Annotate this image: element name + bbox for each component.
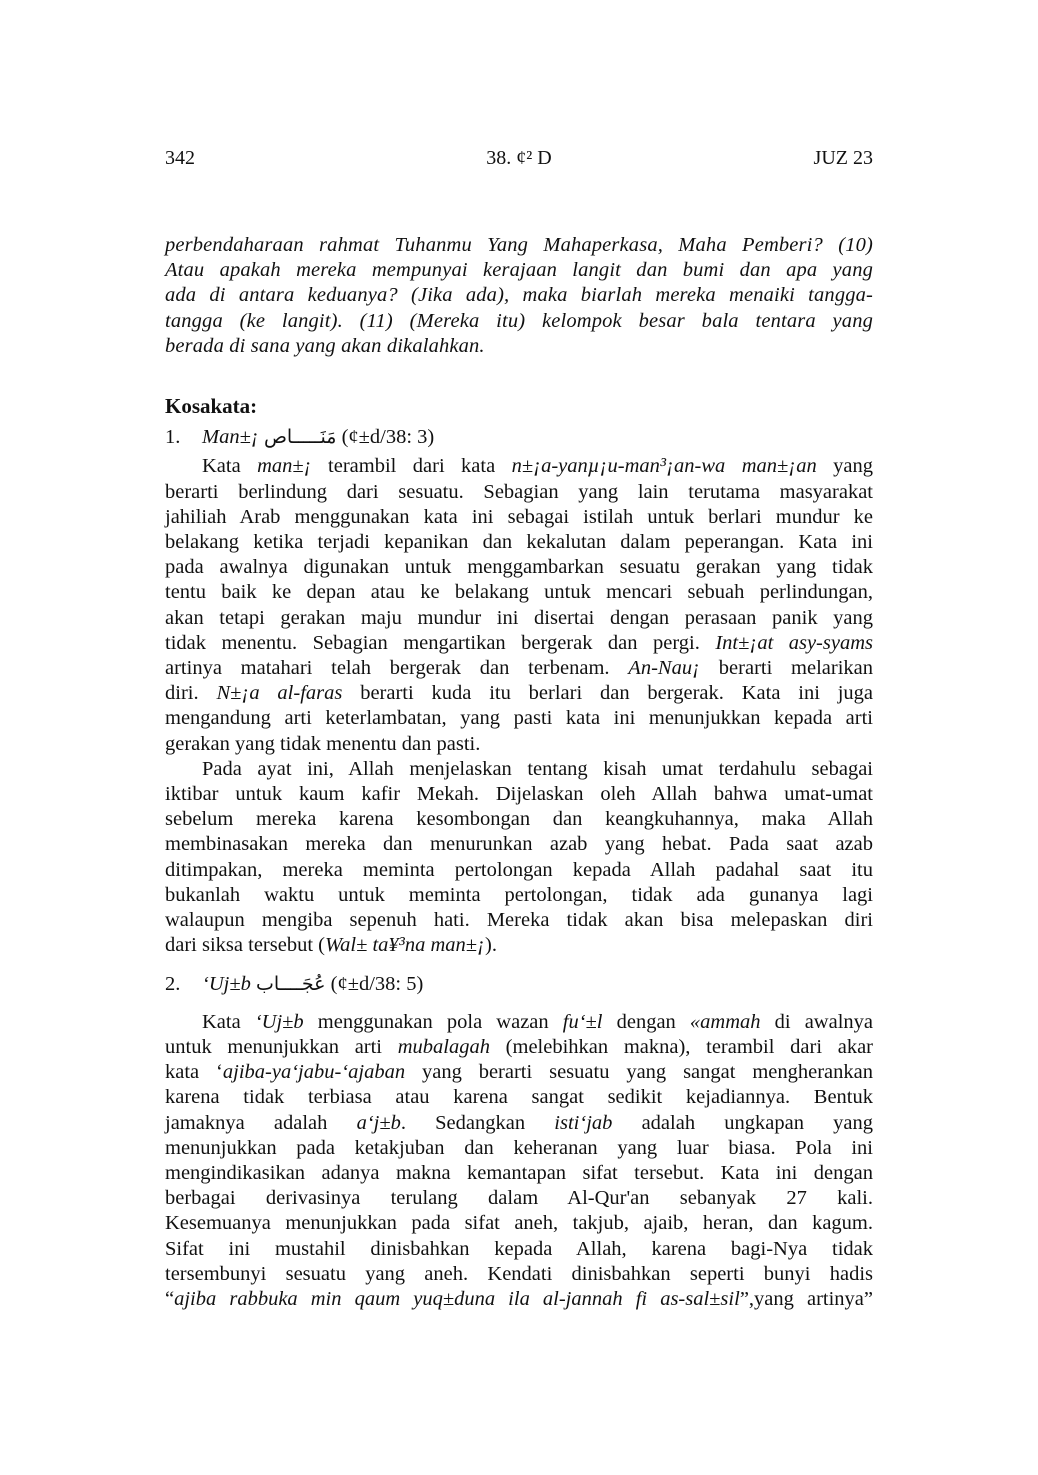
paragraph-line: Kata man±¡ terambil dari kata n±¡a-yanµ¡u-man³¡an-wa man±¡an yang xyxy=(202,455,873,478)
paragraph-line: menunjukkan pada ketakjuban dan keheranan yang luar biasa. Pola ini xyxy=(165,1136,873,1159)
paragraph-line: membinasakan mereka dan menurunkan azab yang hebat. Pada saat azab xyxy=(165,833,873,856)
paragraph-line: pada awalnya digunakan untuk menggambarkan sesuatu gerakan yang tidak xyxy=(165,556,873,579)
juz-label: JUZ 23 xyxy=(813,147,873,169)
translation-line: tangga (ke langit). (11) (Mereka itu) kelompok besar bala tentara yang xyxy=(165,309,873,332)
term-arabic: مَنَـــــاص xyxy=(263,426,337,449)
term-1-context xyxy=(165,757,873,959)
vocab-term-1 xyxy=(165,425,873,450)
paragraph-line: akan tetapi gerakan maju mundur ini disertai dengan perasaan panik yang xyxy=(165,606,873,629)
page-body xyxy=(165,233,873,1312)
paragraph-line: jahiliah Arab menggunakan kata ini sebagai istilah untuk berlari mundur ke xyxy=(165,505,873,528)
paragraph-line: gerakan yang tidak menentu dan pasti. xyxy=(165,732,481,755)
paragraph-line: berbagai derivasinya terulang dalam Al-Qur'an sebanyak 27 kali. xyxy=(165,1187,873,1210)
paragraph-line: iktibar untuk kaum kafir Mekah. Dijelaskan oleh Allah bahwa umat-umat xyxy=(165,783,873,806)
paragraph-line: Kata ‘Uj±b menggunakan pola wazan fu‘±l dengan «ammah di awalnya xyxy=(202,1010,874,1033)
paragraph-line: berarti berlindung dari sesuatu. Sebagian yang lain terutama masyarakat xyxy=(165,480,873,503)
paragraph-line: ditimpakan, mereka meminta pertolongan kepada Allah padahal saat itu xyxy=(165,858,873,881)
term-transliteration: ‘Uj±b xyxy=(202,973,251,996)
paragraph-line: Kesemuanya menunjukkan pada sifat aneh, takjub, ajaib, heran, dan kagum. xyxy=(165,1212,873,1235)
term-number: 1. xyxy=(165,426,181,449)
paragraph-line: diri. N±¡a al-faras berarti kuda itu berlari dan bergerak. Kata ini juga xyxy=(165,682,874,705)
paragraph-line: jamaknya adalah a‘j±b. Sedangkan isti‘jab adalah ungkapan yang xyxy=(165,1111,873,1134)
paragraph-line: bukanlah waktu untuk meminta pertolongan, tidak ada gunanya lagi xyxy=(165,883,873,906)
term-arabic: عُجَــــاب xyxy=(255,973,326,996)
paragraph-line: “ajiba rabbuka min qaum yuq±duna ila al-jannah fi as-sal±sil”,yang artinya” xyxy=(165,1287,873,1310)
translation-line: perbendaharaan rahmat Tuhanmu Yang Mahaperkasa, Maha Pemberi? (10) xyxy=(165,234,873,256)
paragraph-line: Sifat ini mustahil dinisbahkan kepada Allah, karena bagi-Nya tidak xyxy=(165,1237,873,1260)
paragraph-line: untuk menunjukkan arti mubalagah (melebihkan makna), terambil dari akar xyxy=(165,1035,873,1058)
term-reference: (¢±d/38: 3) xyxy=(341,426,435,449)
paragraph-line: mengindikasikan adanya makna kemantapan sifat tersebut. Kata ini dengan xyxy=(165,1161,873,1184)
term-reference: (¢±d/38: 5) xyxy=(330,973,424,996)
surah-title: 38. ¢² D xyxy=(486,147,552,169)
term-number: 2. xyxy=(165,973,181,996)
translation-line: ada di antara keduanya? (Jika ada), maka biarlah mereka menaiki tangga- xyxy=(165,284,873,307)
kosakata-heading: Kosakata: xyxy=(165,394,258,419)
translation-line: Atau apakah mereka mempunyai kerajaan langit dan bumi dan apa yang xyxy=(165,259,873,282)
paragraph-line: tentu baik ke depan atau ke belakang untuk mencari sebuah perlindungan, xyxy=(165,581,873,604)
page-number: 342 xyxy=(165,147,195,169)
paragraph-line: belakang ketika terjadi kepanikan dan kekalutan dalam peperangan. Kata ini xyxy=(165,531,873,554)
paragraph-line: kata ‘ajiba-ya‘jabu-‘ajaban yang berarti sesuatu yang sangat mengherankan xyxy=(165,1061,873,1084)
paragraph-line: Pada ayat ini, Allah menjelaskan tentang kisah umat terdahulu sebagai xyxy=(202,757,873,780)
paragraph-line: walaupun mengiba sepenuh hati. Mereka tidak akan bisa melepaskan diri xyxy=(165,909,873,932)
paragraph-line: mengandung arti keterlambatan, yang pasti kata ini menunjukkan kepada arti xyxy=(165,707,873,730)
paragraph-line: karena tidak terbiasa atau karena sangat sedikit kejadiannya. Bentuk xyxy=(165,1086,873,1109)
paragraph-line: artinya matahari telah bergerak dan terbenam. An-Nau¡ berarti melarikan xyxy=(165,657,873,680)
term-2-explanation xyxy=(165,1010,873,1312)
vocab-term-2 xyxy=(165,972,873,997)
paragraph-line: tersembunyi sesuatu yang aneh. Kendati dinisbahkan seperti bunyi hadis xyxy=(165,1262,873,1285)
verse-translation xyxy=(165,233,873,359)
translation-line: berada di sana yang akan dikalahkan. xyxy=(165,334,485,357)
term-transliteration: Man±¡ xyxy=(202,426,259,449)
term-1-explanation xyxy=(165,454,873,756)
paragraph-line: tidak menentu. Sebagian mengartikan bergerak dan pergi. Int±¡at asy-syams xyxy=(165,631,873,654)
paragraph-line: sebelum mereka karena kesombongan dan keangkuhannya, maka Allah xyxy=(165,808,873,831)
paragraph-line: dari siksa tersebut (Wal± ta¥³na man±¡). xyxy=(165,934,497,957)
running-header xyxy=(165,147,873,173)
